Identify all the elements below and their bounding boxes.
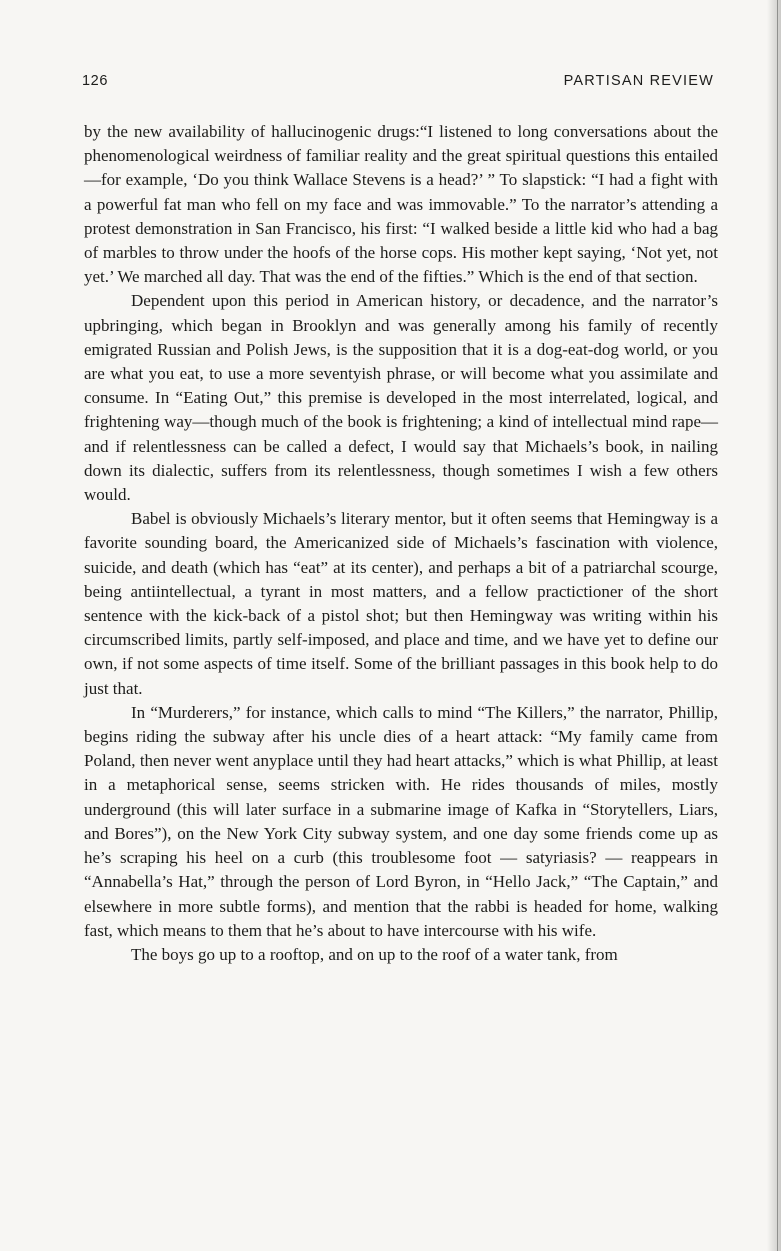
paragraph-rooftop: The boys go up to a rooftop, and on up to the roof of a water tank, from (131, 944, 618, 964)
body-text (84, 120, 718, 967)
paragraph-babel: Babel is obviously Michaels’s literary mentor, but it often seems that Hemingway is a favorite sounding board, the Americanized side of Michaels’s fascination with violence, suicide, and death (which has “eat” at its center), and perhaps a bit of a patriarchal scourge, being antiintellectual, a tyrant in most matters, and a fellow practictioner of the short sentence with the kick-back of a pistol shot; but then Hemingway was writing within his circumscribed limits, partly self-imposed, and place and time, and we have yet to define our own, if not some aspects of time itself. Some of the brilliant passages in this book help to do just that. (84, 509, 718, 698)
page-number: 126 (82, 73, 108, 89)
running-head (82, 73, 714, 95)
paragraph-dependent-upon: Dependent upon this period in American history, or decadence, and the narrator’s upbringing, which began in Brooklyn and was generally among his family of recently emigrated Russian and Polish Jews, is the supposition that it is a dog-eat-dog world, or you are what you eat, to use a more seventyish phrase, or will become what you assimilate and consume. In “Eating Out,” this premise is developed in the most interrelated, logical, and frightening way—though much of the book is frightening; a kind of intellectual mind rape—and if relentlessness can be called a defect, I would say that Michaels’s book, in nailing down its dialectic, suffers from its relentlessness, though sometimes I wish a few others would. (84, 291, 718, 505)
paragraph-murderers: In “Murderers,” for instance, which calls to mind “The Killers,” the narrator, Phillip, begins riding the subway after his uncle dies of a heart attack: “My family came from Poland, then never went anyplace until they had heart attacks,” which is what Phillip, at least in a metaphorical sense, seems stricken with. He rides thousands of miles, mostly underground (this will later surface in a submarine image of Kafka in “Storytellers, Liars, and Bores”), on the New York City subway system, and one day some friends come up as he’s scraping his heel on a curb (this troublesome foot — satyriasis? — reappears in “Annabella’s Hat,” through the person of Lord Byron, in “Hello Jack,” “The Captain,” and elsewhere in more subtle forms), and mention that the rabbi is headed for home, walking fast, which means to them that he’s about to have intercourse with his wife. (84, 702, 718, 940)
page-edge-shadow (767, 0, 781, 1251)
page-edge-line (777, 0, 778, 1251)
journal-title: PARTISAN REVIEW (563, 73, 714, 89)
paragraph-continued: by the new availability of hallucinogenic drugs:“I listened to long conversations about the phenomenological weirdness of familiar reality and the great spiritual questions this entailed—for example, ‘Do you think Wallace Stevens is a head?’ ” To slapstick: “I had a fight with a powerful fat man who fell on my face and was immovable.” To the narrator’s attending a protest demonstration in San Francisco, his first: “I walked beside a little kid who had a bag of marbles to throw under the hoofs of the horse cops. His mother kept saying, ‘Not yet, not yet.’ We marched all day. That was the end of the fifties.” Which is the end of that section. (84, 122, 718, 287)
